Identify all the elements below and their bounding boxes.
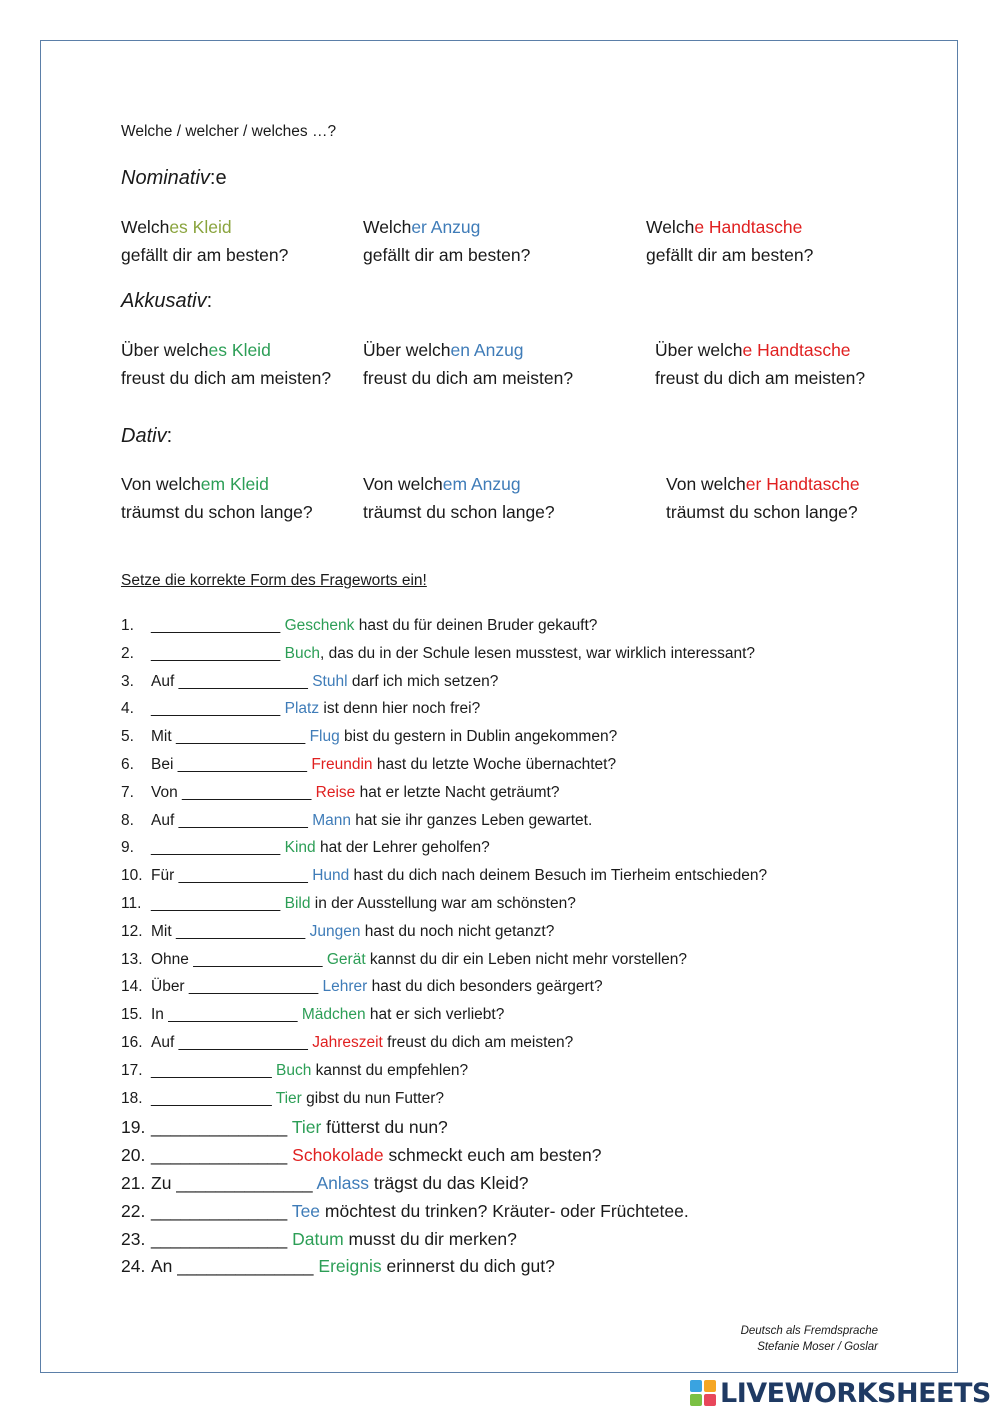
- exercise-number: 24.: [121, 1256, 146, 1277]
- answer-blank[interactable]: _______________: [175, 922, 306, 940]
- exercise-number: 15.: [121, 1006, 143, 1024]
- example-dativ-anzug: Von welchem Anzug träumst du schon lange?: [363, 474, 555, 522]
- exercise-noun: Platz: [284, 700, 320, 718]
- exercise-number: 19.: [121, 1117, 146, 1138]
- exercise-noun: Buch: [284, 644, 320, 662]
- exercise-row: [121, 951, 687, 969]
- answer-blank[interactable]: _______________: [178, 867, 308, 885]
- exercise-question-rest: hast du dich besonders geärgert?: [367, 978, 603, 996]
- answer-blank[interactable]: ______________: [151, 1145, 288, 1166]
- exercise-question-rest: freust du dich am meisten?: [382, 1034, 574, 1051]
- exercise-row: [121, 1006, 504, 1024]
- example-nominativ-kleid: Welches Kleid gefällt dir am besten?: [121, 217, 289, 265]
- exercise-question-rest: hat er sich verliebt?: [365, 1006, 505, 1024]
- exercise-noun: Anlass: [316, 1173, 369, 1193]
- exercise-row: [121, 895, 576, 913]
- exercise-instruction: Setze die korrekte Form des Frageworts ein!: [121, 572, 427, 589]
- exercise-row: [121, 1062, 468, 1080]
- answer-blank[interactable]: ______________: [151, 1200, 288, 1221]
- answer-blank[interactable]: ______________: [151, 1228, 288, 1249]
- exercise-noun: Mann: [312, 811, 351, 829]
- exercise-question-rest: erinnerst du dich gut?: [381, 1256, 555, 1277]
- exercise-number: 9.: [121, 839, 134, 857]
- exercise-question-rest: darf ich mich setzen?: [347, 672, 499, 690]
- intro-heading: Welche / welcher / welches …?: [121, 123, 337, 140]
- exercise-noun: Jahreszeit: [312, 1034, 383, 1051]
- exercise-noun: Schokolade: [292, 1145, 384, 1166]
- answer-blank[interactable]: _______________: [151, 644, 281, 662]
- exercise-noun: Tier: [291, 1117, 322, 1138]
- exercise-row: [121, 1256, 555, 1277]
- exercise-number: 11.: [121, 895, 142, 912]
- example-akkusativ-handtasche: Über welche Handtasche freust du dich am meisten?: [655, 340, 866, 388]
- exercise-noun: Stuhl: [312, 672, 348, 690]
- example-dativ-handtasche: Von welcher Handtasche träumst du schon lange?: [666, 474, 860, 522]
- exercise-question-rest: bist du gestern in Dublin angekommen?: [339, 728, 618, 746]
- exercise-row: [121, 784, 559, 802]
- exercise-question-rest: trägst du das Kleid?: [369, 1173, 529, 1193]
- exercise-number: 20.: [121, 1145, 146, 1166]
- answer-blank[interactable]: ______________: [177, 1256, 314, 1277]
- exercise-preposition: An: [151, 1256, 178, 1277]
- answer-blank[interactable]: ______________: [151, 1061, 272, 1079]
- exercise-row: [121, 1034, 573, 1052]
- exercise-row: [121, 617, 597, 635]
- exercise-noun: Freundin: [311, 756, 373, 773]
- exercise-question-rest: hast du noch nicht getanzt?: [360, 922, 555, 940]
- answer-blank[interactable]: ______________: [151, 1117, 288, 1138]
- exercise-row: [121, 645, 755, 663]
- credits-line: Stefanie Moser / Goslar: [757, 1341, 878, 1353]
- exercise-noun: Mädchen: [301, 1006, 366, 1024]
- example-akkusativ-kleid: Über welches Kleid freust du dich am meisten?: [121, 340, 332, 388]
- exercise-row: [121, 867, 767, 885]
- case-heading-akkusativ: Akkusativ:: [121, 290, 213, 312]
- answer-blank[interactable]: _______________: [182, 783, 312, 801]
- exercise-noun: Gerät: [326, 950, 366, 968]
- exercise-question-rest: kannst du dir ein Leben nicht mehr vorstellen?: [365, 950, 688, 968]
- exercise-question-rest: hat sie ihr ganzes Leben gewartet.: [350, 811, 593, 829]
- exercise-noun: Tier: [275, 1089, 302, 1107]
- exercise-question-rest: hast du dich nach deinem Besuch im Tierheim entschieden?: [349, 867, 768, 885]
- exercise-number: 7.: [121, 783, 134, 801]
- exercise-question-rest: in der Ausstellung war am schönsten?: [310, 895, 576, 912]
- exercise-row: [121, 1173, 529, 1194]
- exercise-preposition: Von: [151, 783, 183, 801]
- exercise-preposition: Auf: [151, 1034, 179, 1051]
- exercise-question-rest: kannst du empfehlen?: [311, 1061, 469, 1079]
- exercise-preposition: Zu: [151, 1173, 177, 1193]
- exercise-preposition: Mit: [151, 728, 176, 746]
- exercise-question-rest: hast du für deinen Bruder gekauft?: [354, 617, 598, 634]
- exercise-noun: Hund: [312, 867, 350, 885]
- exercise-number: 3.: [121, 672, 134, 690]
- exercise-preposition: In: [151, 1006, 169, 1024]
- exercise-number: 13.: [121, 950, 143, 968]
- exercise-question-rest: ist denn hier noch frei?: [319, 700, 481, 718]
- exercise-noun: Datum: [292, 1228, 344, 1249]
- exercise-noun: Bild: [284, 895, 311, 912]
- answer-blank[interactable]: _______________: [178, 672, 308, 690]
- example-nominativ-anzug: Welcher Anzug gefällt dir am besten?: [363, 217, 531, 265]
- exercise-row: [121, 728, 617, 746]
- exercise-number: 23.: [121, 1228, 146, 1249]
- exercise-preposition: Über: [151, 978, 189, 996]
- exercise-row: [121, 673, 498, 691]
- exercise-question-rest: musst du dir merken?: [343, 1228, 517, 1249]
- case-heading-nominativ: Nominativ:e: [121, 167, 227, 189]
- exercise-number: 22.: [121, 1200, 146, 1221]
- exercise-noun: Ereignis: [318, 1256, 382, 1277]
- exercise-number: 6.: [121, 756, 134, 773]
- answer-blank[interactable]: _______________: [177, 756, 308, 773]
- exercise-question-rest: hast du letzte Woche übernachtet?: [372, 756, 617, 773]
- answer-blank[interactable]: _______________: [151, 617, 281, 634]
- exercise-question-rest: hat er letzte Nacht geträumt?: [355, 783, 560, 801]
- exercise-preposition: Ohne: [151, 950, 194, 968]
- credits: [741, 1323, 878, 1355]
- example-dativ-kleid: Von welchem Kleid träumst du schon lange?: [121, 474, 313, 522]
- exercise-noun: Reise: [315, 783, 356, 801]
- exercise-preposition: Für: [151, 867, 179, 885]
- liveworksheets-logo-icon: [690, 1380, 716, 1406]
- exercise-row: [121, 700, 480, 718]
- exercise-row: [121, 1201, 689, 1222]
- exercise-question-rest: , das du in der Schule lesen musstest, war wirklich interessant?: [319, 644, 756, 662]
- exercise-number: 12.: [121, 922, 143, 940]
- exercise-noun: Buch: [276, 1061, 312, 1079]
- exercise-number: 17.: [121, 1061, 143, 1079]
- exercise-preposition: Mit: [151, 922, 176, 940]
- answer-blank[interactable]: _______________: [193, 950, 323, 968]
- answer-blank[interactable]: _______________: [151, 895, 281, 912]
- exercise-row: [121, 1145, 602, 1166]
- exercise-row: [121, 1090, 444, 1108]
- exercise-number: 4.: [121, 700, 134, 718]
- answer-blank[interactable]: _______________: [151, 700, 281, 718]
- exercise-preposition: Auf: [151, 811, 179, 829]
- answer-blank[interactable]: _______________: [178, 811, 308, 829]
- exercise-preposition: Auf: [151, 672, 179, 690]
- exercise-number: 8.: [121, 811, 134, 829]
- brand-name: LIVEWORKSHEETS: [720, 1377, 991, 1409]
- exercise-number: 18.: [121, 1089, 143, 1107]
- exercise-number: 16.: [121, 1034, 143, 1051]
- exercise-number: 5.: [121, 728, 134, 746]
- exercise-row: [121, 812, 592, 830]
- exercise-question-rest: hat der Lehrer geholfen?: [315, 839, 490, 857]
- answer-blank[interactable]: _______________: [188, 978, 319, 996]
- exercise-question-rest: möchtest du trinken? Kräuter- oder Früchtetee.: [320, 1200, 689, 1221]
- credits-line: Deutsch als Fremdsprache: [740, 1325, 878, 1337]
- exercise-noun: Tee: [291, 1200, 321, 1221]
- exercise-noun: Flug: [309, 728, 340, 746]
- exercise-noun: Kind: [284, 839, 316, 857]
- answer-blank[interactable]: _______________: [178, 1034, 308, 1051]
- answer-blank[interactable]: _______________: [168, 1006, 298, 1024]
- exercise-number: 1.: [121, 617, 134, 634]
- exercise-noun: Geschenk: [284, 617, 355, 634]
- answer-blank[interactable]: ______________: [176, 1173, 313, 1193]
- exercise-noun: Jungen: [309, 922, 361, 940]
- exercise-question-rest: schmeckt euch am besten?: [383, 1145, 602, 1166]
- exercise-number: 21.: [121, 1173, 146, 1193]
- exercise-preposition: Bei: [151, 756, 178, 773]
- exercise-number: 2.: [121, 644, 134, 662]
- exercise-question-rest: fütterst du nun?: [321, 1117, 448, 1138]
- liveworksheets-brand[interactable]: [690, 1375, 991, 1411]
- answer-blank[interactable]: _______________: [175, 728, 306, 746]
- example-akkusativ-anzug: Über welchen Anzug freust du dich am meisten?: [363, 340, 574, 388]
- case-heading-dativ: Dativ:: [121, 425, 173, 447]
- example-nominativ-handtasche: Welche Handtasche gefällt dir am besten?: [646, 217, 814, 265]
- exercise-row: [121, 923, 554, 941]
- exercise-noun: Lehrer: [322, 978, 368, 996]
- exercise-number: 14.: [121, 978, 143, 996]
- answer-blank[interactable]: _______________: [151, 839, 281, 857]
- exercise-row: [121, 839, 490, 857]
- exercise-question-rest: gibst du nun Futter?: [301, 1089, 445, 1107]
- exercise-row: [121, 1117, 448, 1138]
- exercise-row: [121, 756, 616, 774]
- exercise-row: [121, 1229, 517, 1250]
- exercise-row: [121, 978, 603, 996]
- answer-blank[interactable]: ______________: [151, 1089, 272, 1107]
- exercise-number: 10.: [121, 867, 143, 885]
